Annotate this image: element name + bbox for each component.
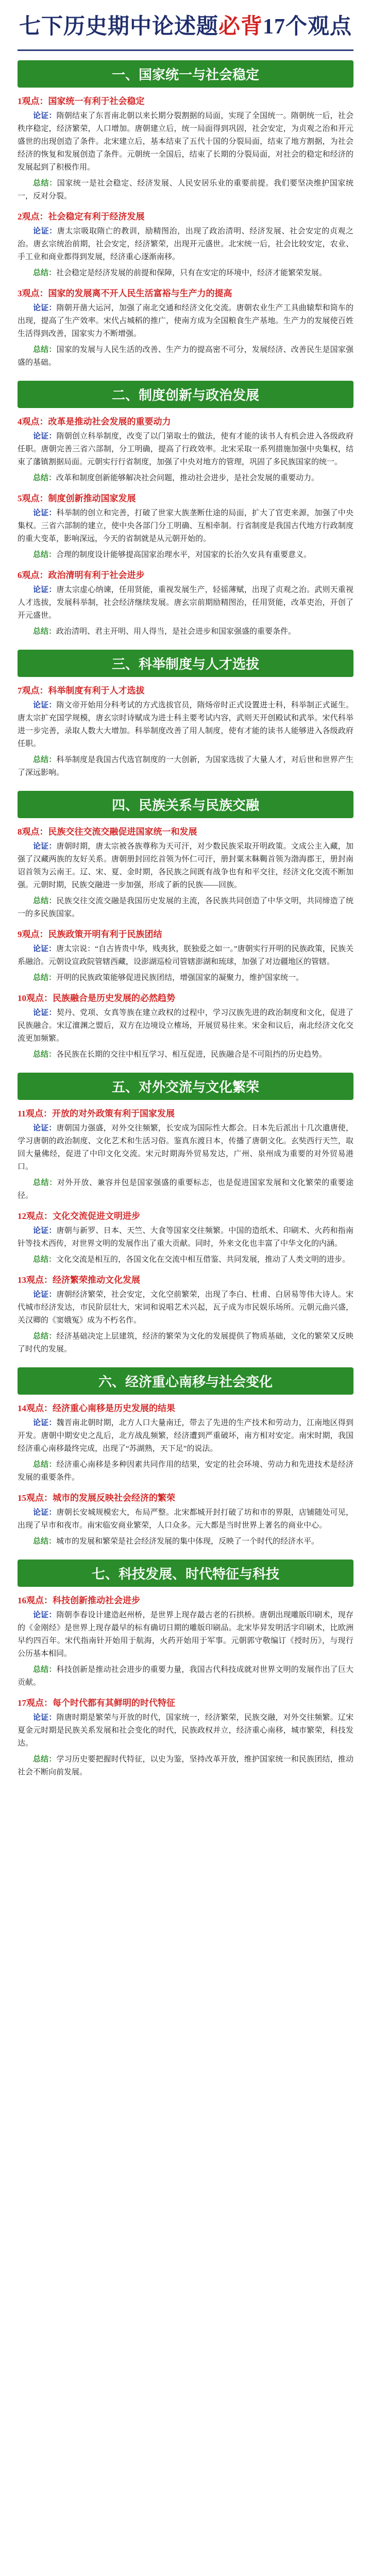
paragraph-text: 唐太宗虚心纳谏，任用贤能，重视发展生产，轻徭薄赋，出现了贞观之治。武则天重视人才选拔，发展科举制，社会经济继续发展。唐玄宗前期励精图治，任用贤能，改革吏治，开创了开元盛世。 [18,586,353,620]
title-part-4: 17个观点 [263,15,352,39]
paragraph-text: 唐朝经济繁荣，社会安定，文化空前繁荣，出现了李白、杜甫、白居易等伟大诗人。宋代城市经济发达，市民阶层壮大，宋词和说唱艺术兴起，瓦子成为市民娱乐场所。元朝元曲兴盛，关汉卿的《窦娥冤》成为不朽名作。 [18,1291,353,1325]
viewpoint-heading: 3观点：国家的发展离不开人民生活富裕与生产力的提高 [18,289,232,298]
paragraph-label: 总结： [33,897,57,905]
paragraph-text: 合理的制度设计能够提高国家治理水平，对国家的长治久安具有重要意义。 [56,551,312,559]
paragraph-label: 论证： [33,1714,57,1722]
paragraph-label: 总结： [33,269,57,277]
paragraph-label: 论证： [33,842,57,851]
paragraph-text: 隋朝创立科举制度，改变了以门第取士的做法，使有才能的读书人有机会进入各级政府任职。唐朝完善三省六部制，分工明确，提高了行政效率。北宋采取一系列措施加强中央集权，结束了藩镇割据局面。元朝实行行省制度，加强了中央对地方的管理，巩固了多民族国家的统一。 [18,432,353,466]
argument-paragraph [18,1122,353,1174]
section-header: 五、对外交流与文化繁荣 [18,1073,353,1100]
paragraph-label: 论证： [33,1509,57,1517]
viewpoint-heading: 1观点：国家统一有利于社会稳定 [18,96,145,106]
paragraph-label: 论证： [33,1227,57,1235]
paragraph-text: 唐朝国力强盛，对外交往频繁，长安成为国际性大都会。日本先后派出十几次遣唐使，学习唐朝的政治制度、文化艺术和生活习俗。鉴真东渡日本，传播了唐朝文化。玄奘西行天竺，取回大量佛经，促进了中印文化交流。宋元时期海外贸易发达，广州、泉州成为重要的对外贸易港口。 [18,1124,353,1171]
summary-paragraph [18,895,353,921]
section-header: 四、民族关系与民族交融 [18,791,353,818]
paragraph-label: 总结： [33,1461,57,1469]
paragraph-text: 契丹、党项、女真等族在建立政权的过程中，学习汉族先进的政治制度和文化，促进了民族融合。宋辽澶渊之盟后，双方在边境设立榷场，开展贸易往来。宋金和议后，南北经济文化交流更加频繁。 [18,1009,353,1043]
section-header: 二、制度创新与政治发展 [18,381,353,408]
paragraph-label: 总结： [33,1179,57,1187]
paragraph-text: 政治清明、君主开明、用人得当，是社会进步和国家强盛的重要条件。 [56,628,296,636]
paragraph-label: 论证： [33,1009,57,1017]
paragraph-text: 隋朝结束了东晋南北朝以来长期分裂割据的局面，实现了全国统一。隋朝统一后，社会秩序稳定，经济繁荣，人口增加。唐朝建立后，统一局面得到巩固，社会安定，为贞观之治和开元盛世的出现创造了条件。北宋建立后，基本结束了五代十国的分裂局面，结束了地方割据，为社会经济的恢复和发展创造了条件。元朝统一全国后，结束了长期的分裂局面，对社会的稳定和经济的发展起到了积极作用。 [18,112,353,172]
summary-paragraph [18,177,353,203]
paragraph-text: 唐太宗说：“自古皆贵中华，贱夷狄，朕独爱之如一。”唐朝实行开明的民族政策，民族关系融洽。元朝设宣政院管辖西藏，设澎湖巡检司管辖澎湖和琉球，加强了对边疆地区的管辖。 [18,945,353,966]
paragraph-label: 总结： [33,1666,57,1674]
summary-paragraph [18,549,353,562]
paragraph-label: 总结： [33,551,57,559]
paragraph-label: 总结： [33,628,57,636]
viewpoint-heading: 4观点：改革是推动社会发展的重要动力 [18,417,171,427]
summary-paragraph [18,1664,353,1689]
viewpoint-heading: 15观点：城市的发展反映社会经济的繁荣 [18,1493,175,1503]
paragraph-text: 科技创新是推动社会进步的重要力量，我国古代科技成就对世界文明的发展作出了巨大贡献。 [18,1666,353,1687]
argument-paragraph [18,225,353,264]
section [18,791,353,1061]
paragraph-text: 隋文帝开始用分科考试的方式选拔官员，隋炀帝时正式设置进士科，科举制正式诞生。唐太宗扩充国学规模，唐玄宗时诗赋成为进士科主要考试内容，武则天开创殿试和武举。宋代科举进一步完善，录取人数大大增加。科举制度改善了用人制度，使有才能的读书人能够进入各级政府任职。 [18,701,353,748]
section-header: 三、科举制度与人才选拔 [18,650,353,677]
viewpoint-heading: 6观点：政治清明有利于社会进步 [18,570,145,580]
paragraph-text: 科举制的创立和完善，打破了世家大族垄断仕途的局面，扩大了官吏来源，加强了中央集权。三省六部制的建立，使中央各部门分工明确、互相牵制。行省制度是我国古代地方行政制度的重大变革，影响深远，今天的省制就是从元朝开始的。 [18,509,353,543]
paragraph-text: 隋朝开凿大运河，加强了南北交通和经济文化交流。唐朝农业生产工具曲辕犁和筒车的出现，提高了生产效率。宋代占城稻的推广，使南方成为全国粮食生产基地。生产力的发展使百姓生活得到改善，国家实力不断增强。 [18,304,353,338]
paragraph-text: 开明的民族政策能够促进民族团结，增强国家的凝聚力，维护国家统一。 [56,974,304,982]
viewpoint-heading: 10观点：民族融合是历史发展的必然趋势 [18,993,175,1003]
paragraph-label: 总结： [33,179,57,188]
viewpoint-heading: 2观点：社会稳定有利于经济发展 [18,212,145,222]
argument-paragraph [18,1289,353,1327]
summary-paragraph [18,1177,353,1202]
paragraph-label: 论证： [33,1291,57,1299]
section [18,650,353,779]
paragraph-label: 论证： [33,227,57,235]
summary-paragraph [18,1535,353,1548]
viewpoint-heading: 8观点：民族交往交流交融促进国家统一和发展 [18,827,197,837]
paragraph-text: 隋唐时期是繁荣与开放的时代，国家统一，经济繁荣，民族交融，对外交往频繁。辽宋夏金元时期是民族关系发展和社会变化的时代，民族政权并立，经济重心南移，城市繁荣，科技发达。 [18,1714,353,1748]
summary-paragraph [18,1048,353,1061]
section-header: 一、国家统一与社会稳定 [18,60,353,88]
paragraph-text: 国家的发展与人民生活的改善、生产力的提高密不可分，发展经济、改善民生是国家强盛的基础。 [18,346,353,367]
viewpoint-heading: 14观点：经济重心南移是历史发展的结果 [18,1403,175,1413]
viewpoint-heading: 7观点：科举制度有利于人才选拔 [18,686,145,696]
argument-paragraph [18,1711,353,1750]
paragraph-text: 唐朝时期，唐太宗被各族尊称为天可汗，对少数民族采取开明政策。文成公主入藏，加强了汉藏两族的友好关系。唐朝册封回纥首领为怀仁可汗，册封粟末靺鞨首领为渤海郡王，册封南诏首领为云南王。辽、宋、夏、金时期，各民族之间既有战争也有和平交往，经济文化交流不断加强。元朝时期，民族交融进一步加强，形成了新的民族——回族。 [18,842,353,889]
paragraph-label: 总结： [33,1050,57,1059]
paragraph-text: 文化交流是相互的，各国文化在交流中相互借鉴、共同发展，推动了人类文明的进步。 [56,1256,350,1264]
paragraph-text: 唐朝与新罗、日本、天竺、大食等国家交往频繁。中国的造纸术、印刷术、火药和指南针等技术西传，对世界文明的发展作出了重大贡献。同时，外来文化也丰富了中华文化的内涵。 [18,1227,353,1248]
paragraph-label: 总结： [33,756,57,764]
argument-paragraph [18,943,353,969]
paragraph-label: 总结： [33,1332,57,1341]
paragraph-text: 经济重心南移是多种因素共同作用的结果，安定的社会环境、劳动力和先进技术是经济发展的重要条件。 [18,1461,353,1482]
paragraph-text: 社会稳定是经济发展的前提和保障，只有在安定的环境中，经济才能繁荣发展。 [56,269,327,277]
page-title [18,0,353,51]
paragraph-text: 民族交往交流交融是我国历史发展的主流，各民族共同创造了中华文明，共同缔造了统一的多民族国家。 [18,897,353,918]
summary-paragraph [18,1459,353,1484]
paragraph-label: 论证： [33,112,57,120]
argument-paragraph [18,840,353,892]
paragraph-label: 论证： [33,432,57,440]
paragraph-text: 城市的发展和繁荣是社会经济发展的集中体现，反映了一个时代的经济水平。 [56,1537,319,1546]
argument-paragraph [18,699,353,751]
paragraph-label: 总结： [33,1755,57,1764]
paragraph-text: 学习历史要把握时代特征，以史为鉴，坚持改革开放，维护国家统一和民族团结，推动社会不断向前发展。 [18,1755,353,1776]
paragraph-text: 对外开放、兼容并包是国家强盛的重要标志，也是促进国家发展和文化繁荣的重要途径。 [18,1179,353,1200]
argument-paragraph [18,507,353,546]
paragraph-label: 总结： [33,1256,57,1264]
paragraph-label: 论证： [33,1419,57,1427]
paragraph-text: 改革和制度创新能够解决社会问题，推动社会进步，是社会发展的重要动力。 [56,474,319,482]
paragraph-label: 论证： [33,1124,57,1132]
paragraph-label: 论证： [33,945,57,953]
title-part-2: 期中论述题 [107,15,218,39]
summary-paragraph [18,625,353,638]
paragraph-label: 总结： [33,974,57,982]
summary-paragraph [18,972,353,985]
argument-paragraph [18,1609,353,1660]
summary-paragraph [18,472,353,485]
paragraph-label: 论证： [33,509,57,517]
section [18,1560,353,1779]
viewpoint-heading: 9观点：民族政策开明有利于民族团结 [18,929,162,939]
argument-paragraph [18,1417,353,1455]
paragraph-label: 论证： [33,304,57,312]
summary-paragraph [18,267,353,280]
viewpoint-heading: 16观点：科技创新推动社会进步 [18,1596,140,1605]
paragraph-text: 经济基础决定上层建筑，经济的繁荣为文化的发展提供了物质基础，文化的繁荣又反映了时代的发展。 [18,1332,353,1353]
viewpoint-heading: 11观点：开放的对外政策有利于国家发展 [18,1109,175,1118]
argument-paragraph [18,1225,353,1250]
paragraph-text: 国家统一是社会稳定、经济发展、人民安居乐业的重要前提。我们要坚决维护国家统一，反对分裂。 [18,179,353,200]
title-part-3: 必背 [218,15,263,39]
summary-paragraph [18,1253,353,1266]
argument-paragraph [18,302,353,341]
viewpoint-heading: 13观点：经济繁荣推动文化发展 [18,1275,140,1285]
paragraph-text: 隋朝李春设计建造赵州桥，是世界上现存最古老的石拱桥。唐朝出现雕版印刷术，现存的《金刚经》是世界上现存最早的标有确切日期的雕版印刷品。北宋毕昇发明活字印刷术，比欧洲早约四百年。宋代指南针开始用于航海，火药开始用于军事。元朝郭守敬编订《授时历》，与现行公历基本相同。 [18,1611,353,1658]
title-part-1: 七下历史 [19,15,108,39]
summary-paragraph [18,754,353,779]
viewpoint-heading: 17观点：每个时代都有其鲜明的时代特征 [18,1698,175,1708]
paragraph-label: 论证： [33,586,57,594]
paragraph-text: 唐朝长安城规模宏大，布局严整。北宋都城开封打破了坊和市的界限，店铺随处可见，出现了早市和夜市。南宋临安商业繁荣，人口众多。元大都是当时世界上著名的商业中心。 [18,1509,353,1530]
argument-paragraph [18,584,353,622]
paragraph-text: 魏晋南北朝时期，北方人口大量南迁，带去了先进的生产技术和劳动力，江南地区得到开发。唐朝中期安史之乱后，北方战乱频繁，经济遭到严重破坏，南方相对安定。南宋时期，我国经济重心南移最终完成，出现了“苏湖熟，天下足”的说法。 [18,1419,353,1453]
paragraph-label: 总结： [33,346,57,354]
paragraph-text: 唐太宗吸取隋亡的教训，励精图治，出现了政治清明、经济发展、社会安定的贞观之治。唐玄宗统治前期，社会安定，经济繁荣，出现开元盛世。北宋统一后，社会比较安定，农业、手工业和商业都得到发展，经济重心逐渐南移。 [18,227,353,261]
argument-paragraph [18,110,353,174]
paragraph-text: 科举制度是我国古代选官制度的一大创新，为国家选拔了大量人才，对后世和世界产生了深远影响。 [18,756,353,777]
paragraph-label: 论证： [33,701,57,709]
argument-paragraph [18,1506,353,1532]
section-header: 六、经济重心南移与社会变化 [18,1367,353,1395]
argument-paragraph [18,1007,353,1045]
section [18,60,353,369]
section [18,1073,353,1356]
summary-paragraph [18,1330,353,1356]
paragraph-label: 总结： [33,474,57,482]
summary-paragraph [18,1753,353,1779]
argument-paragraph [18,430,353,469]
paragraph-label: 总结： [33,1537,57,1546]
section-header: 七、科技发展、时代特征与科技 [18,1560,353,1587]
section [18,1367,353,1548]
summary-paragraph [18,344,353,369]
section [18,381,353,638]
document-content [18,60,353,1779]
viewpoint-heading: 5观点：制度创新推动国家发展 [18,494,136,503]
viewpoint-heading: 12观点：文化交流促进文明进步 [18,1211,140,1221]
paragraph-text: 各民族在长期的交往中相互学习、相互促进，民族融合是不可阻挡的历史趋势。 [56,1050,327,1059]
paragraph-label: 论证： [33,1611,57,1619]
